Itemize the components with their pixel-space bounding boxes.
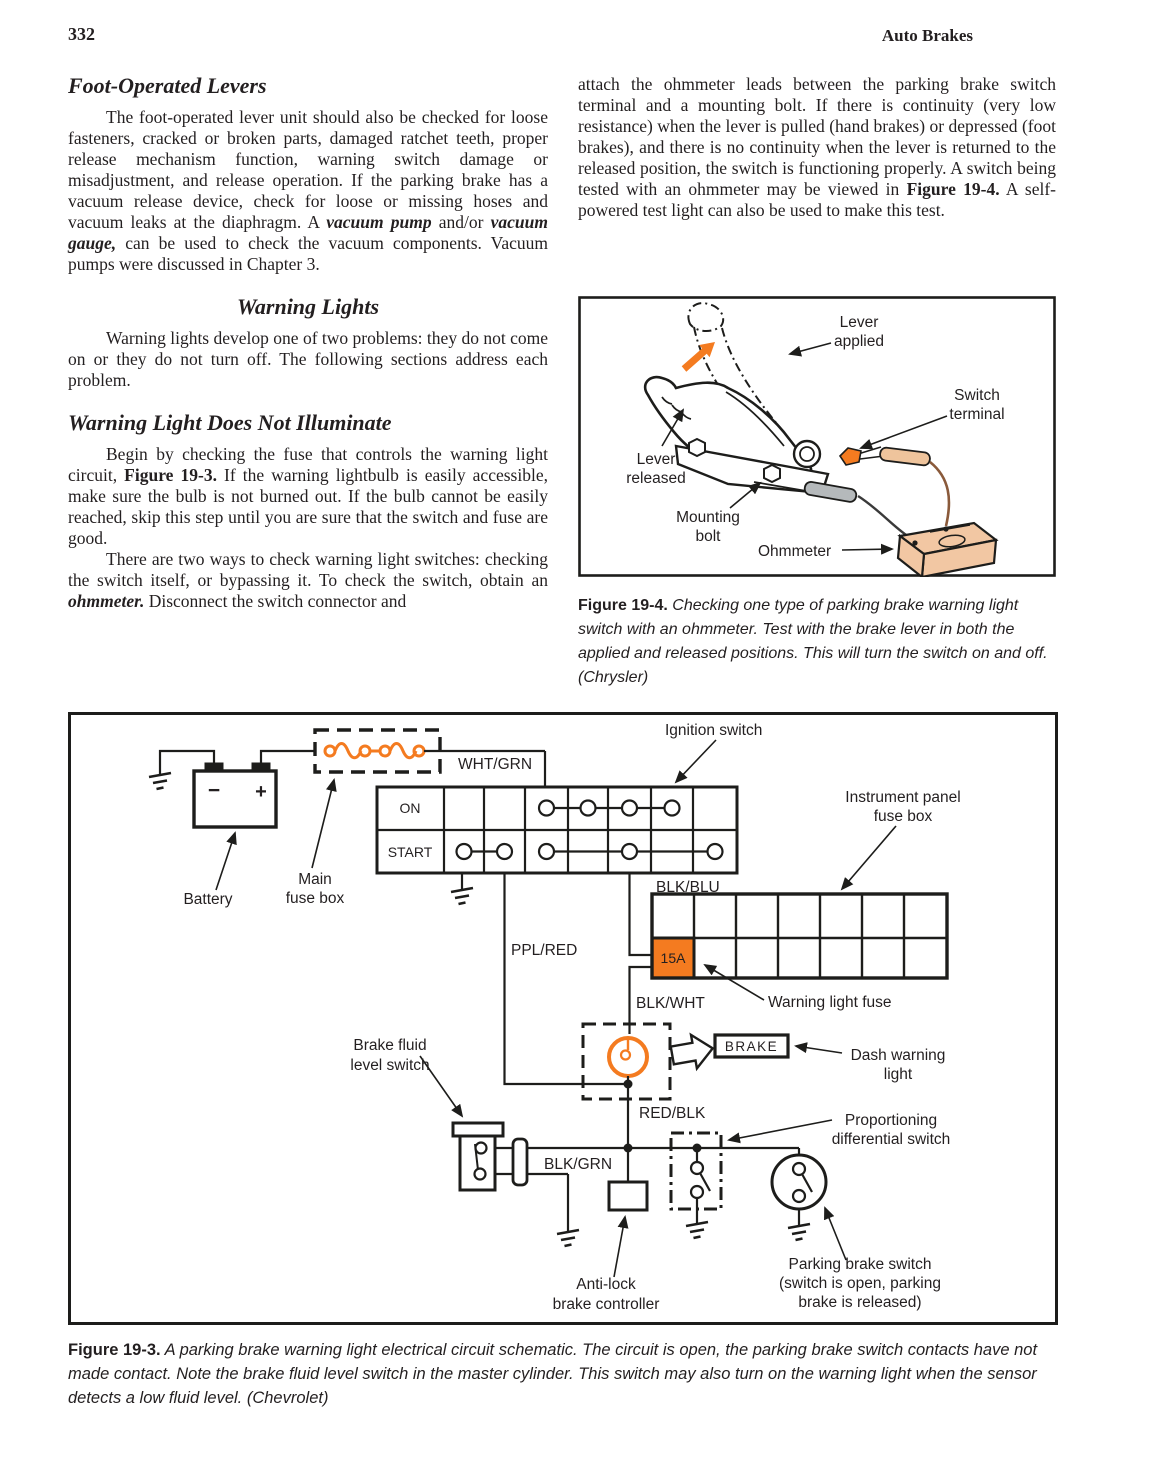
text-run: can be used to check the vacuum components. Vacuum pumps were discussed in Chapter 3. [68, 233, 548, 274]
label-switch-terminal-2: terminal [949, 406, 1005, 423]
label-main-fuse-box: Main [298, 871, 332, 888]
label-lever-released-2: released [626, 470, 686, 487]
figure-19-4-caption [578, 594, 1056, 690]
label-lever-applied-2: applied [834, 333, 884, 350]
label-parking-brake-switch-2: (switch is open, parking [779, 1275, 941, 1292]
text-run: A self-powered test light can also be used to make this test. [578, 179, 1056, 220]
label-parking-brake-switch-3: brake is released) [798, 1294, 922, 1311]
caption-text: A parking brake warning light electrical circuit schematic. The circuit is open, the parking brake switch contacts have not made contact. Note the brake fluid level switch in the master cylinder. This switch may also turn on the warning light when the sensor detects a low fluid level. (Chevrolet) [68, 1341, 1038, 1407]
label-instrument-panel-2: fuse box [873, 808, 933, 825]
text-run: attach the ohmmeter leads between the parking brake switch terminal and a mounting bolt. If there is continuity (very low resistance) when the lever is pulled (hand brakes) or depressed (foot brakes), and there is no continuity when the lever is returned to the released position, the switch is functioning properly. A switch being tested with an ohmmeter may be viewed in [578, 74, 1056, 199]
section-heading-foot-operated-levers: Foot-Operated Levers [68, 73, 267, 98]
text-run: If the warning lightbulb is easily accessible, make sure the bulb is not burned out. If the bulb cannot be easily reached, skip this step until you are sure that the switch and fuse are good. [68, 465, 548, 548]
label-instrument-panel: Instrument panel [845, 789, 961, 806]
label-proportioning-switch: Proportioning [844, 1112, 938, 1129]
label-dash-warning-light-2: light [883, 1066, 913, 1083]
label-ohmmeter: Ohmmeter [758, 543, 832, 560]
text-run-ohmmeter: ohmmeter. [68, 591, 145, 611]
text-run: The foot-operated lever unit should also be checked for loose fasteners, cracked or broken parts, damaged ratchet teeth, proper release mechanism function, warning switch damage or misadjustment, and release operation. If the parking brake has a vacuum release device, check for loose or missing hoses and vacuum leaks at the diaphragm. A [68, 107, 548, 232]
label-brake-fluid-switch-2: level switch [350, 1057, 430, 1074]
text-run: Begin by checking the fuse that controls the warning light circuit, [68, 444, 548, 485]
ignition-position-start: START [387, 844, 433, 860]
battery-plus: + [255, 781, 267, 803]
battery-minus: − [207, 779, 221, 802]
ignition-position-on: ON [399, 800, 421, 816]
label-anti-lock-2: brake controller [552, 1296, 660, 1313]
label-warning-light-fuse: Warning light fuse [768, 994, 892, 1011]
label-lever-released: Lever [636, 451, 676, 468]
label-mounting-bolt-2: bolt [695, 528, 721, 545]
figure-reference: Figure 19-4. [906, 179, 1000, 199]
label-battery: Battery [183, 891, 233, 908]
text-run-vacuum-pump: vacuum pump [326, 212, 432, 232]
wire-label-ppl-red: PPL/RED [511, 942, 578, 959]
text-run: Disconnect the switch connector and [144, 591, 407, 611]
figure-reference: Figure 19-3. [124, 465, 217, 485]
section-heading-warning-light-does-not-illuminate: Warning Light Does Not Illuminate [68, 410, 392, 435]
figure-19-3-schematic [68, 712, 1058, 1325]
paragraph [578, 74, 1056, 221]
wire-label-red-blk: RED/BLK [639, 1105, 706, 1122]
brake-indicator-label: BRAKE [724, 1039, 779, 1054]
paragraph [68, 107, 548, 275]
caption-label: Figure 19-4. [578, 597, 668, 614]
figure-19-4 [578, 296, 1056, 577]
text-run-vacuum-gauge: vacuum gauge, [68, 212, 548, 253]
figure-19-3-caption [68, 1338, 1060, 1410]
paragraph [68, 549, 548, 612]
label-parking-brake-switch: Parking brake switch [788, 1256, 932, 1273]
label-lever-applied: Lever [839, 314, 879, 331]
label-ignition-switch: Ignition switch [665, 722, 763, 739]
right-column [578, 74, 1056, 221]
label-proportioning-switch-2: differential switch [831, 1131, 951, 1148]
caption-text: Checking one type of parking brake warning light switch with an ohmmeter. Test with the brake lever in both the applied and released positions. This will turn the switch on and off. (Chrysler) [578, 597, 1048, 686]
text-run: There are two ways to check warning light switches: checking the switch itself, or bypassing it. To check the switch, obtain an [68, 549, 548, 590]
figure-19-3 [68, 712, 1058, 1325]
label-mounting-bolt: Mounting [676, 509, 740, 526]
label-main-fuse-box-2: fuse box [285, 890, 345, 907]
label-switch-terminal: Switch [954, 387, 1000, 404]
page-number: 332 [68, 24, 95, 44]
left-column [68, 74, 548, 612]
wire-label-blk-blu: BLK/BLU [656, 879, 720, 896]
caption-label: Figure 19-3. [68, 1341, 161, 1359]
fuse-rating-label: 15A [660, 950, 686, 966]
paragraph: Warning lights develop one of two problems: they do not come on or they do not turn off. The following sections address each problem. [68, 328, 548, 390]
paragraph [68, 444, 548, 549]
figure-19-4-drawing [578, 296, 1056, 577]
label-dash-warning-light: Dash warning [850, 1047, 946, 1064]
section-heading-warning-lights: Warning Lights [236, 294, 380, 319]
label-brake-fluid-switch: Brake fluid [353, 1037, 427, 1054]
wire-label-blk-wht: BLK/WHT [636, 995, 705, 1012]
leader-ohmmeter [842, 549, 892, 550]
running-header: Auto Brakes [881, 26, 973, 45]
wire-label-wht-grn: WHT/GRN [458, 756, 533, 773]
anti-lock-controller-box [609, 1182, 647, 1210]
text-run: and/or [431, 212, 491, 232]
wire-label-blk-grn: BLK/GRN [544, 1156, 613, 1173]
label-anti-lock: Anti-lock [576, 1276, 636, 1293]
